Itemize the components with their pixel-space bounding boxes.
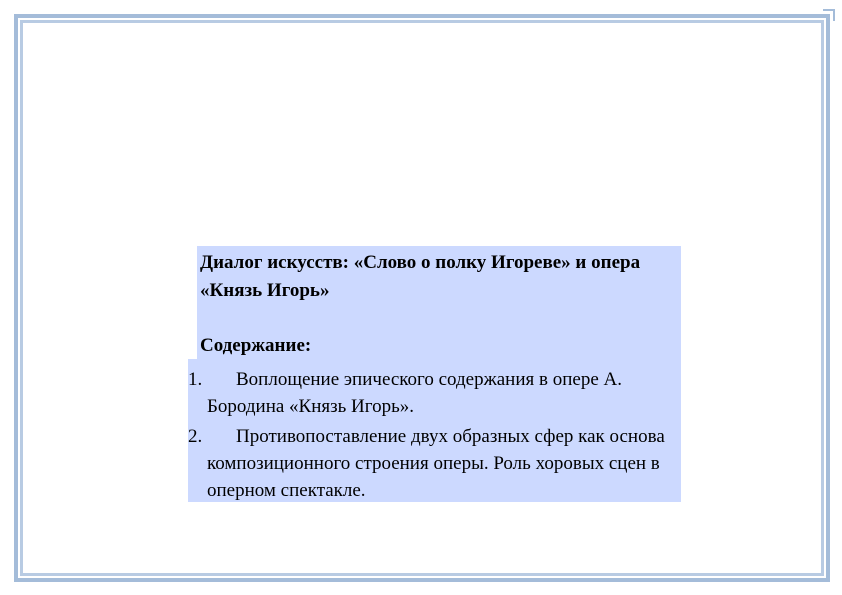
contents-heading: Содержание: (200, 335, 312, 356)
list-item-text: Воплощение эпического содержания в опере А. Бородина «Князь Игорь». (207, 369, 622, 417)
list-item-number: 1. (188, 369, 203, 390)
frame-corner-mark (823, 9, 835, 21)
list-item-text: Противопоставление двух образных сфер как основа композиционного строения оперы. Роль хоровых сцен в оперном спектакле. (207, 426, 665, 501)
list-item (188, 423, 681, 504)
list-item (188, 366, 681, 420)
list-item-number: 2. (188, 426, 203, 447)
slide-title: Диалог искусств: «Слово о полку Игореве» и опера «Князь Игорь» (200, 252, 641, 301)
